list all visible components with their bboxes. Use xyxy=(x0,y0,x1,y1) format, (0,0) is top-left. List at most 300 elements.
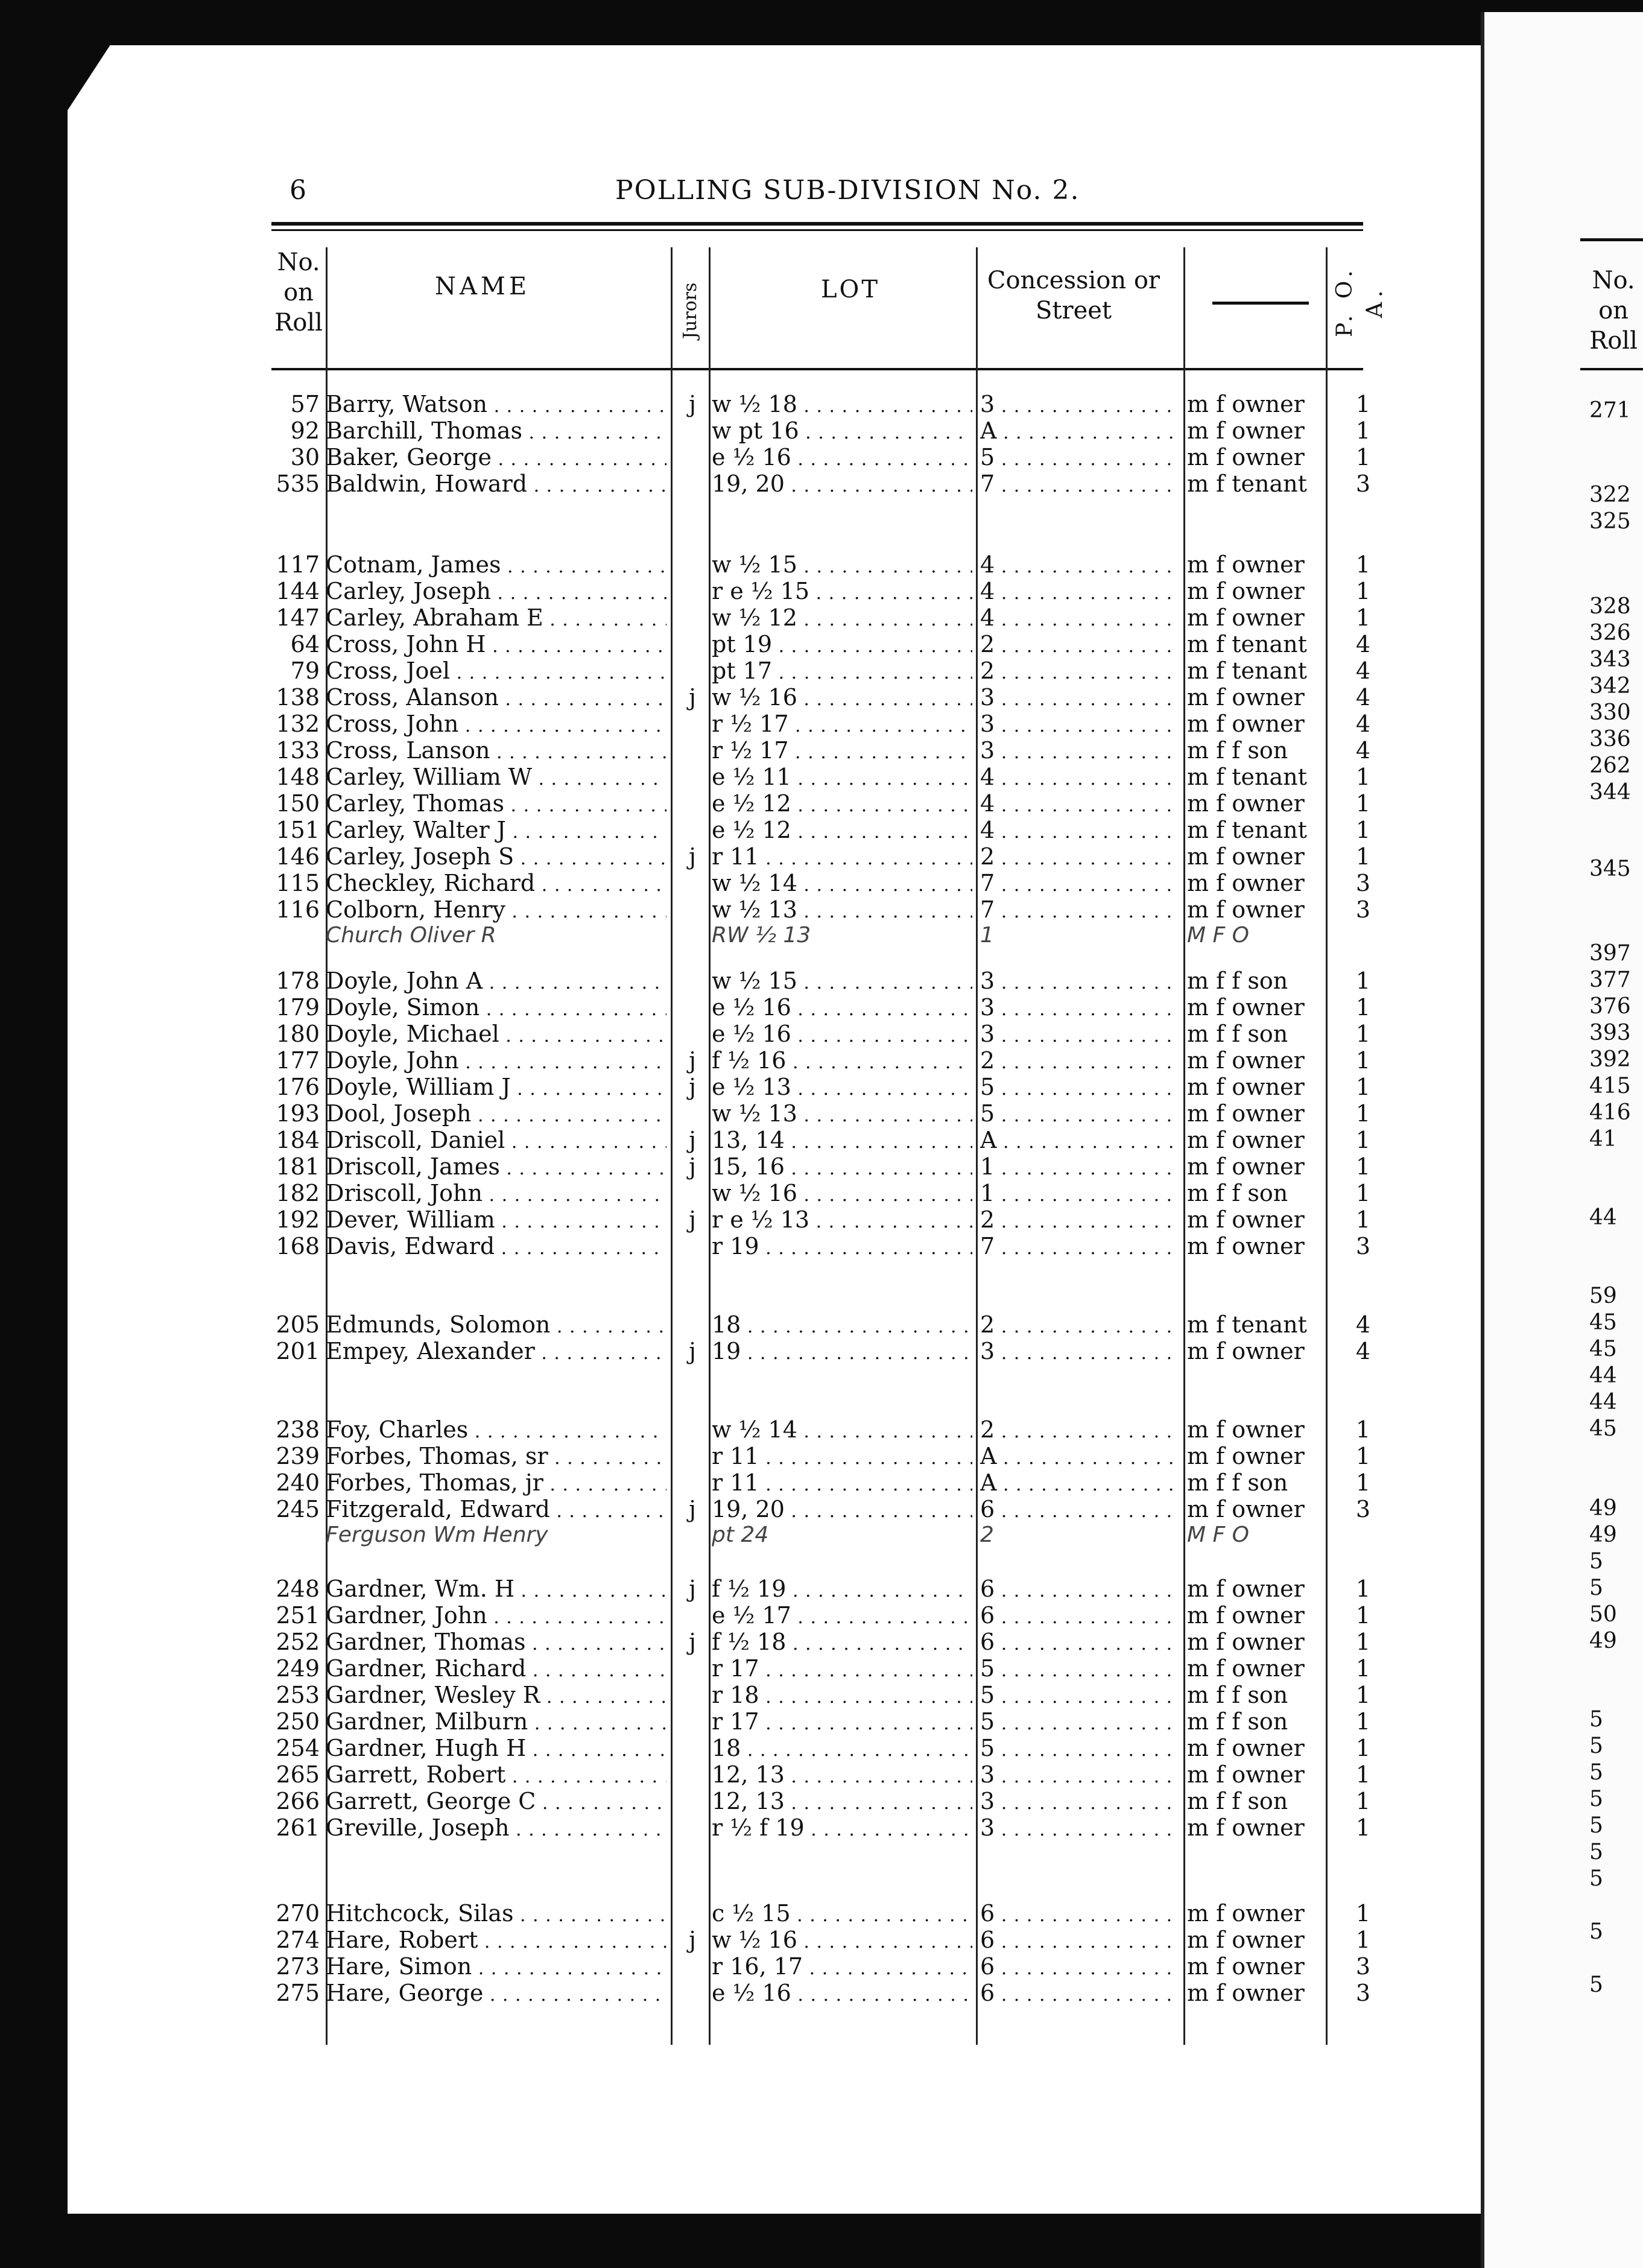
roll-number: 116 xyxy=(276,896,320,923)
voter-name: Cross, Lanson . . . xyxy=(326,737,666,764)
voter-row xyxy=(0,870,1387,896)
roll-number: 251 xyxy=(276,1602,320,1629)
right-roll-number: 322 xyxy=(1589,483,1631,507)
roll-number: 182 xyxy=(276,1180,320,1206)
right-roll-number: 416 xyxy=(1589,1100,1631,1125)
lot: e ½ 16 . . . xyxy=(712,1021,972,1047)
voter-name: Fitzgerald, Edward . . . xyxy=(326,1496,666,1522)
right-roll-number: 44 xyxy=(1589,1205,1617,1230)
lot: w ½ 13 . . . xyxy=(712,896,972,923)
roll-number: 274 xyxy=(276,1927,320,1953)
column-tenure xyxy=(1212,302,1309,305)
voter-row xyxy=(0,1021,1387,1047)
poa: 1 xyxy=(1355,1206,1371,1233)
roll-number: 180 xyxy=(276,1021,320,1047)
tenure: m f owner xyxy=(1187,604,1305,631)
voter-name: Hare, Simon . . . xyxy=(326,1953,666,1980)
tenure: m f owner xyxy=(1187,843,1305,870)
lot: r 17 . . . xyxy=(712,1708,972,1735)
poa: 1 xyxy=(1355,843,1371,870)
right-roll-number: 5 xyxy=(1589,1734,1603,1758)
column-header-rule xyxy=(271,368,1363,370)
concession: A . . . xyxy=(980,417,1179,444)
poa: 1 xyxy=(1355,1927,1371,1953)
juror-mark: j xyxy=(689,1153,696,1180)
right-roll-number: 5 xyxy=(1589,1549,1603,1574)
tenure: m f owner xyxy=(1187,1416,1305,1443)
voter-row xyxy=(0,1814,1387,1841)
voter-name: Doyle, William J . . . xyxy=(326,1074,666,1100)
right-roll-number: 330 xyxy=(1589,700,1631,725)
page-number: 6 xyxy=(290,175,308,206)
poa: 1 xyxy=(1355,1602,1371,1629)
voter-row xyxy=(0,843,1387,870)
poa: 1 xyxy=(1355,1682,1371,1708)
tenure: m f tenant xyxy=(1187,631,1307,657)
voter-row xyxy=(0,1074,1387,1100)
lot: w ½ 16 . . . xyxy=(712,1927,972,1953)
poa: 1 xyxy=(1355,1021,1371,1047)
concession: 6 . . . xyxy=(980,1980,1179,2006)
voter-row xyxy=(0,968,1387,994)
lot: w ½ 16 . . . xyxy=(712,684,972,711)
voter-row xyxy=(0,1311,1387,1338)
roll-number: 265 xyxy=(276,1761,320,1788)
roll-number: 205 xyxy=(276,1311,320,1338)
voter-name: Barchill, Thomas . . . xyxy=(326,417,666,444)
juror-mark: j xyxy=(689,1047,696,1074)
tenure: m f owner xyxy=(1187,1980,1305,2006)
lot: r e ½ 13 . . . xyxy=(712,1206,972,1233)
voter-row xyxy=(0,1153,1387,1180)
tenure: m f f son xyxy=(1187,737,1288,764)
lot: pt 19 . . . xyxy=(712,631,972,657)
poa: 1 xyxy=(1355,1629,1371,1655)
right-roll-number: 59 xyxy=(1589,1284,1617,1308)
lot: f ½ 16 . . . xyxy=(712,1047,972,1074)
roll-number: 261 xyxy=(276,1814,320,1841)
page-title: POLLING SUB-DIVISION No. 2. xyxy=(615,175,1080,206)
roll-number: 240 xyxy=(276,1469,320,1496)
poa: 1 xyxy=(1355,551,1371,578)
right-roll-number: 44 xyxy=(1589,1363,1617,1388)
voter-name: Empey, Alexander . . . xyxy=(326,1338,666,1364)
juror-mark: j xyxy=(689,1576,696,1602)
concession: 3 . . . xyxy=(980,968,1179,994)
lot: 15, 16 . . . xyxy=(712,1153,972,1180)
roll-number: 115 xyxy=(276,870,320,896)
poa: 1 xyxy=(1355,1655,1371,1682)
concession: 2 . . . xyxy=(980,657,1179,684)
lot: r ½ 17 . . . xyxy=(712,737,972,764)
concession: 2 . . . xyxy=(980,1311,1179,1338)
concession: 6 . . . xyxy=(980,1927,1179,1953)
voter-name: Doyle, John . . . xyxy=(326,1047,666,1074)
right-roll-number: 343 xyxy=(1589,647,1631,672)
voter-name: Driscoll, James . . . xyxy=(326,1153,666,1180)
lot: 12, 13 . . . xyxy=(712,1761,972,1788)
tenure: m f owner xyxy=(1187,391,1305,417)
concession: 4 . . . xyxy=(980,551,1179,578)
tenure: m f owner xyxy=(1187,711,1305,737)
tenure: m f owner xyxy=(1187,551,1305,578)
voter-name: Ferguson Wm Henry xyxy=(326,1522,548,1547)
tenure: m f owner xyxy=(1187,578,1305,604)
right-roll-number: 5 xyxy=(1589,1919,1603,1944)
lot: r e ½ 15 . . . xyxy=(712,578,972,604)
concession: 5 . . . xyxy=(980,1708,1179,1735)
juror-mark: j xyxy=(689,1206,696,1233)
lot: w pt 16 . . . xyxy=(712,417,972,444)
voter-row xyxy=(0,1338,1387,1364)
right-roll-number: 5 xyxy=(1589,1707,1603,1732)
tenure: M F O xyxy=(1187,923,1249,948)
column-concession: Concession or Street xyxy=(987,267,1160,325)
voter-row xyxy=(0,737,1387,764)
voter-name: Garrett, Robert . . . xyxy=(326,1761,666,1788)
roll-number: 270 xyxy=(276,1900,320,1927)
column-name: NAME xyxy=(434,273,531,300)
voter-row xyxy=(0,604,1387,631)
concession: 4 . . . xyxy=(980,764,1179,790)
poa: 1 xyxy=(1355,1047,1371,1074)
lot: r ½ 17 . . . xyxy=(712,711,972,737)
juror-mark: j xyxy=(689,1629,696,1655)
tenure: m f owner xyxy=(1187,790,1305,817)
tenure: m f owner xyxy=(1187,1496,1305,1522)
voter-name: Carley, Walter J . . . xyxy=(326,817,666,843)
roll-number: 138 xyxy=(276,684,320,711)
concession: 7 . . . xyxy=(980,1233,1179,1259)
voter-name: Gardner, Hugh H . . . xyxy=(326,1735,666,1761)
concession: 3 . . . xyxy=(980,737,1179,764)
concession: 3 . . . xyxy=(980,391,1179,417)
voter-row xyxy=(0,764,1387,790)
voter-row xyxy=(0,1927,1387,1953)
voter-row xyxy=(0,1788,1387,1814)
poa: 1 xyxy=(1355,1788,1371,1814)
tenure: m f tenant xyxy=(1187,764,1307,790)
right-roll-number: 326 xyxy=(1589,621,1631,645)
voter-row xyxy=(0,1629,1387,1655)
right-roll-number: 5 xyxy=(1589,1760,1603,1785)
tenure: m f owner xyxy=(1187,417,1305,444)
voter-name: Cross, Joel . . . xyxy=(326,657,666,684)
lot: r 16, 17 . . . xyxy=(712,1953,972,1980)
voter-row xyxy=(0,896,1387,923)
tenure: m f owner xyxy=(1187,1047,1305,1074)
tenure: m f owner xyxy=(1187,1338,1305,1364)
concession: 6 . . . xyxy=(980,1576,1179,1602)
tenure: m f f son xyxy=(1187,968,1288,994)
tenure: m f f son xyxy=(1187,1021,1288,1047)
tenure: m f owner xyxy=(1187,1602,1305,1629)
lot: r 11 . . . xyxy=(712,1443,972,1469)
right-roll-number: 415 xyxy=(1589,1074,1631,1098)
concession: 4 . . . xyxy=(980,604,1179,631)
tenure: m f owner xyxy=(1187,1927,1305,1953)
juror-mark: j xyxy=(689,1927,696,1953)
voter-name: Greville, Joseph . . . xyxy=(326,1814,666,1841)
concession: 5 . . . xyxy=(980,1074,1179,1100)
poa: 1 xyxy=(1355,417,1371,444)
tenure: m f f son xyxy=(1187,1682,1288,1708)
roll-number: 147 xyxy=(276,604,320,631)
concession: 3 . . . xyxy=(980,684,1179,711)
roll-number: 150 xyxy=(276,790,320,817)
right-roll-number: 49 xyxy=(1589,1496,1617,1521)
concession: 3 . . . xyxy=(980,1338,1179,1364)
handwritten-entry xyxy=(0,923,1387,949)
voter-name: Cotnam, James . . . xyxy=(326,551,666,578)
lot: e ½ 12 . . . xyxy=(712,817,972,843)
concession: 6 . . . xyxy=(980,1953,1179,1980)
header-rule xyxy=(271,222,1363,226)
column-no-on-roll: No. on Roll xyxy=(274,249,323,337)
roll-number: 248 xyxy=(276,1576,320,1602)
voter-row xyxy=(0,1416,1387,1443)
column-jurors: Jurors xyxy=(680,282,701,339)
tenure: m f owner xyxy=(1187,1655,1305,1682)
lot: e ½ 16 . . . xyxy=(712,444,972,470)
poa: 1 xyxy=(1355,578,1371,604)
voter-name: Hare, George . . . xyxy=(326,1980,666,2006)
voter-row xyxy=(0,1180,1387,1206)
poa: 3 xyxy=(1355,1980,1371,2006)
poa: 3 xyxy=(1355,896,1371,923)
poa: 4 xyxy=(1355,657,1371,684)
voter-name: Doyle, John A . . . xyxy=(326,968,666,994)
right-roll-number: 393 xyxy=(1589,1021,1631,1045)
poa: 1 xyxy=(1355,1814,1371,1841)
roll-number: 176 xyxy=(276,1074,320,1100)
poa: 1 xyxy=(1355,1074,1371,1100)
concession: 6 . . . xyxy=(980,1900,1179,1927)
tenure: m f owner xyxy=(1187,994,1305,1021)
right-roll-number: 45 xyxy=(1589,1416,1617,1441)
poa: 1 xyxy=(1355,1735,1371,1761)
poa: 1 xyxy=(1355,1900,1371,1927)
roll-number: 151 xyxy=(276,817,320,843)
voter-row xyxy=(0,1496,1387,1522)
concession: 5 . . . xyxy=(980,1100,1179,1127)
roll-number: 146 xyxy=(276,843,320,870)
poa: 1 xyxy=(1355,1761,1371,1788)
voter-name: Doyle, Simon . . . xyxy=(326,994,666,1021)
voter-name: Dool, Joseph . . . xyxy=(326,1100,666,1127)
lot: w ½ 16 . . . xyxy=(712,1180,972,1206)
roll-number: 254 xyxy=(276,1735,320,1761)
roll-number: 144 xyxy=(276,578,320,604)
voter-row xyxy=(0,1655,1387,1682)
voter-row xyxy=(0,1469,1387,1496)
poa: 3 xyxy=(1355,1953,1371,1980)
right-roll-number: 5 xyxy=(1589,1972,1603,1997)
lot: w ½ 15 . . . xyxy=(712,968,972,994)
tenure: m f tenant xyxy=(1187,657,1307,684)
concession: 3 . . . xyxy=(980,1814,1179,1841)
poa: 4 xyxy=(1355,631,1371,657)
poa: 1 xyxy=(1355,994,1371,1021)
tenure: m f owner xyxy=(1187,1074,1305,1100)
roll-number: 178 xyxy=(276,968,320,994)
lot: e ½ 16 . . . xyxy=(712,1980,972,2006)
voter-row xyxy=(0,1206,1387,1233)
voter-row xyxy=(0,711,1387,737)
concession: 7 . . . xyxy=(980,470,1179,497)
roll-number: 201 xyxy=(276,1338,320,1364)
poa: 1 xyxy=(1355,817,1371,843)
voter-name: Garrett, George C . . . xyxy=(326,1788,666,1814)
lot: r ½ f 19 . . . xyxy=(712,1814,972,1841)
voter-name: Cross, John H . . . xyxy=(326,631,666,657)
voter-name: Church Oliver R xyxy=(326,923,496,948)
tenure: m f owner xyxy=(1187,1443,1305,1469)
lot: 19, 20 . . . xyxy=(712,470,972,497)
poa: 1 xyxy=(1355,1469,1371,1496)
voter-row xyxy=(0,1900,1387,1927)
lot: 13, 14 . . . xyxy=(712,1127,972,1153)
lot: e ½ 16 . . . xyxy=(712,994,972,1021)
lot: 18 . . . xyxy=(712,1735,972,1761)
roll-number: 30 xyxy=(290,444,320,470)
roll-number: 57 xyxy=(290,391,320,417)
voter-row xyxy=(0,994,1387,1021)
voter-row xyxy=(0,551,1387,578)
concession: 4 . . . xyxy=(980,790,1179,817)
poa: 3 xyxy=(1355,470,1371,497)
poa: 3 xyxy=(1355,1233,1371,1259)
tenure: m f owner xyxy=(1187,1127,1305,1153)
voter-row xyxy=(0,578,1387,604)
tenure: m f owner xyxy=(1187,870,1305,896)
voter-row xyxy=(0,1708,1387,1735)
page-header xyxy=(290,175,1375,217)
right-column-rule xyxy=(1580,368,1643,370)
concession: 6 . . . xyxy=(980,1629,1179,1655)
right-roll-number: 262 xyxy=(1589,753,1631,778)
poa: 1 xyxy=(1355,1416,1371,1443)
poa: 1 xyxy=(1355,1576,1371,1602)
concession: 7 . . . xyxy=(980,870,1179,896)
concession: 7 . . . xyxy=(980,896,1179,923)
concession: 2 . . . xyxy=(980,1047,1179,1074)
juror-mark: j xyxy=(689,1074,696,1100)
tenure: m f owner xyxy=(1187,444,1305,470)
voter-name: Carley, Joseph S . . . xyxy=(326,843,666,870)
voter-row xyxy=(0,444,1387,470)
roll-number: 79 xyxy=(290,657,320,684)
voter-name: Hitchcock, Silas . . . xyxy=(326,1900,666,1927)
concession: 4 . . . xyxy=(980,817,1179,843)
tenure: m f owner xyxy=(1187,1153,1305,1180)
roll-number: 192 xyxy=(276,1206,320,1233)
right-roll-number: 5 xyxy=(1589,1840,1603,1864)
poa: 3 xyxy=(1355,870,1371,896)
roll-number: 193 xyxy=(276,1100,320,1127)
voter-name: Foy, Charles . . . xyxy=(326,1416,666,1443)
poa: 1 xyxy=(1355,1708,1371,1735)
poa: 1 xyxy=(1355,1180,1371,1206)
voter-row xyxy=(0,1100,1387,1127)
roll-number: 239 xyxy=(276,1443,320,1469)
right-roll-number: 5 xyxy=(1589,1576,1603,1600)
voter-name: Driscoll, John . . . xyxy=(326,1180,666,1206)
juror-mark: j xyxy=(689,684,696,711)
tenure: M F O xyxy=(1187,1522,1249,1547)
lot: w ½ 14 . . . xyxy=(712,870,972,896)
right-header-rule xyxy=(1580,238,1643,241)
voter-row xyxy=(0,790,1387,817)
voter-row xyxy=(0,1602,1387,1629)
concession: A . . . xyxy=(980,1127,1179,1153)
voter-name: Dever, William . . . xyxy=(326,1206,666,1233)
concession: 1 . . . xyxy=(980,1180,1179,1206)
lot: pt 17 . . . xyxy=(712,657,972,684)
concession: 2 . . . xyxy=(980,1416,1179,1443)
concession: 2 xyxy=(980,1522,994,1547)
lot: f ½ 18 . . . xyxy=(712,1629,972,1655)
right-roll-number: 5 xyxy=(1589,1787,1603,1811)
juror-mark: j xyxy=(689,1127,696,1153)
tenure: m f owner xyxy=(1187,1735,1305,1761)
tenure: m f f son xyxy=(1187,1788,1288,1814)
roll-number: 133 xyxy=(276,737,320,764)
tenure: m f tenant xyxy=(1187,817,1307,843)
voter-row xyxy=(0,1127,1387,1153)
voter-name: Baker, George . . . xyxy=(326,444,666,470)
voter-name: Cross, Alanson . . . xyxy=(326,684,666,711)
roll-number: 266 xyxy=(276,1788,320,1814)
concession: 1 . . . xyxy=(980,1153,1179,1180)
concession: 2 . . . xyxy=(980,631,1179,657)
concession: 6 . . . xyxy=(980,1496,1179,1522)
voter-name: Colborn, Henry . . . xyxy=(326,896,666,923)
tenure: m f owner xyxy=(1187,1814,1305,1841)
tenure: m f owner xyxy=(1187,1900,1305,1927)
lot: r 11 . . . xyxy=(712,843,972,870)
concession: 2 . . . xyxy=(980,1206,1179,1233)
right-roll-number: 5 xyxy=(1589,1813,1603,1838)
roll-number: 253 xyxy=(276,1682,320,1708)
right-roll-number: 397 xyxy=(1589,941,1631,966)
poa: 1 xyxy=(1355,1127,1371,1153)
lot: pt 24 xyxy=(712,1522,769,1547)
poa: 1 xyxy=(1355,968,1371,994)
tenure: m f owner xyxy=(1187,1629,1305,1655)
voter-name: Edmunds, Solomon . . . xyxy=(326,1311,666,1338)
voter-row xyxy=(0,470,1387,497)
concession: 3 . . . xyxy=(980,711,1179,737)
poa: 1 xyxy=(1355,1153,1371,1180)
roll-number: 132 xyxy=(276,711,320,737)
voter-name: Hare, Robert . . . xyxy=(326,1927,666,1953)
juror-mark: j xyxy=(689,1496,696,1522)
voter-row xyxy=(0,1443,1387,1469)
roll-number: 535 xyxy=(276,470,320,497)
voter-row xyxy=(0,1576,1387,1602)
right-roll-number: 392 xyxy=(1589,1047,1631,1072)
lot: 12, 13 . . . xyxy=(712,1788,972,1814)
lot: e ½ 17 . . . xyxy=(712,1602,972,1629)
concession: 1 xyxy=(980,923,994,948)
right-roll-number: 45 xyxy=(1589,1310,1617,1335)
right-roll-number: 271 xyxy=(1589,398,1631,423)
lot: w ½ 13 . . . xyxy=(712,1100,972,1127)
voter-name: Gardner, Thomas . . . xyxy=(326,1629,666,1655)
tenure: m f owner xyxy=(1187,1233,1305,1259)
lot: w ½ 15 . . . xyxy=(712,551,972,578)
